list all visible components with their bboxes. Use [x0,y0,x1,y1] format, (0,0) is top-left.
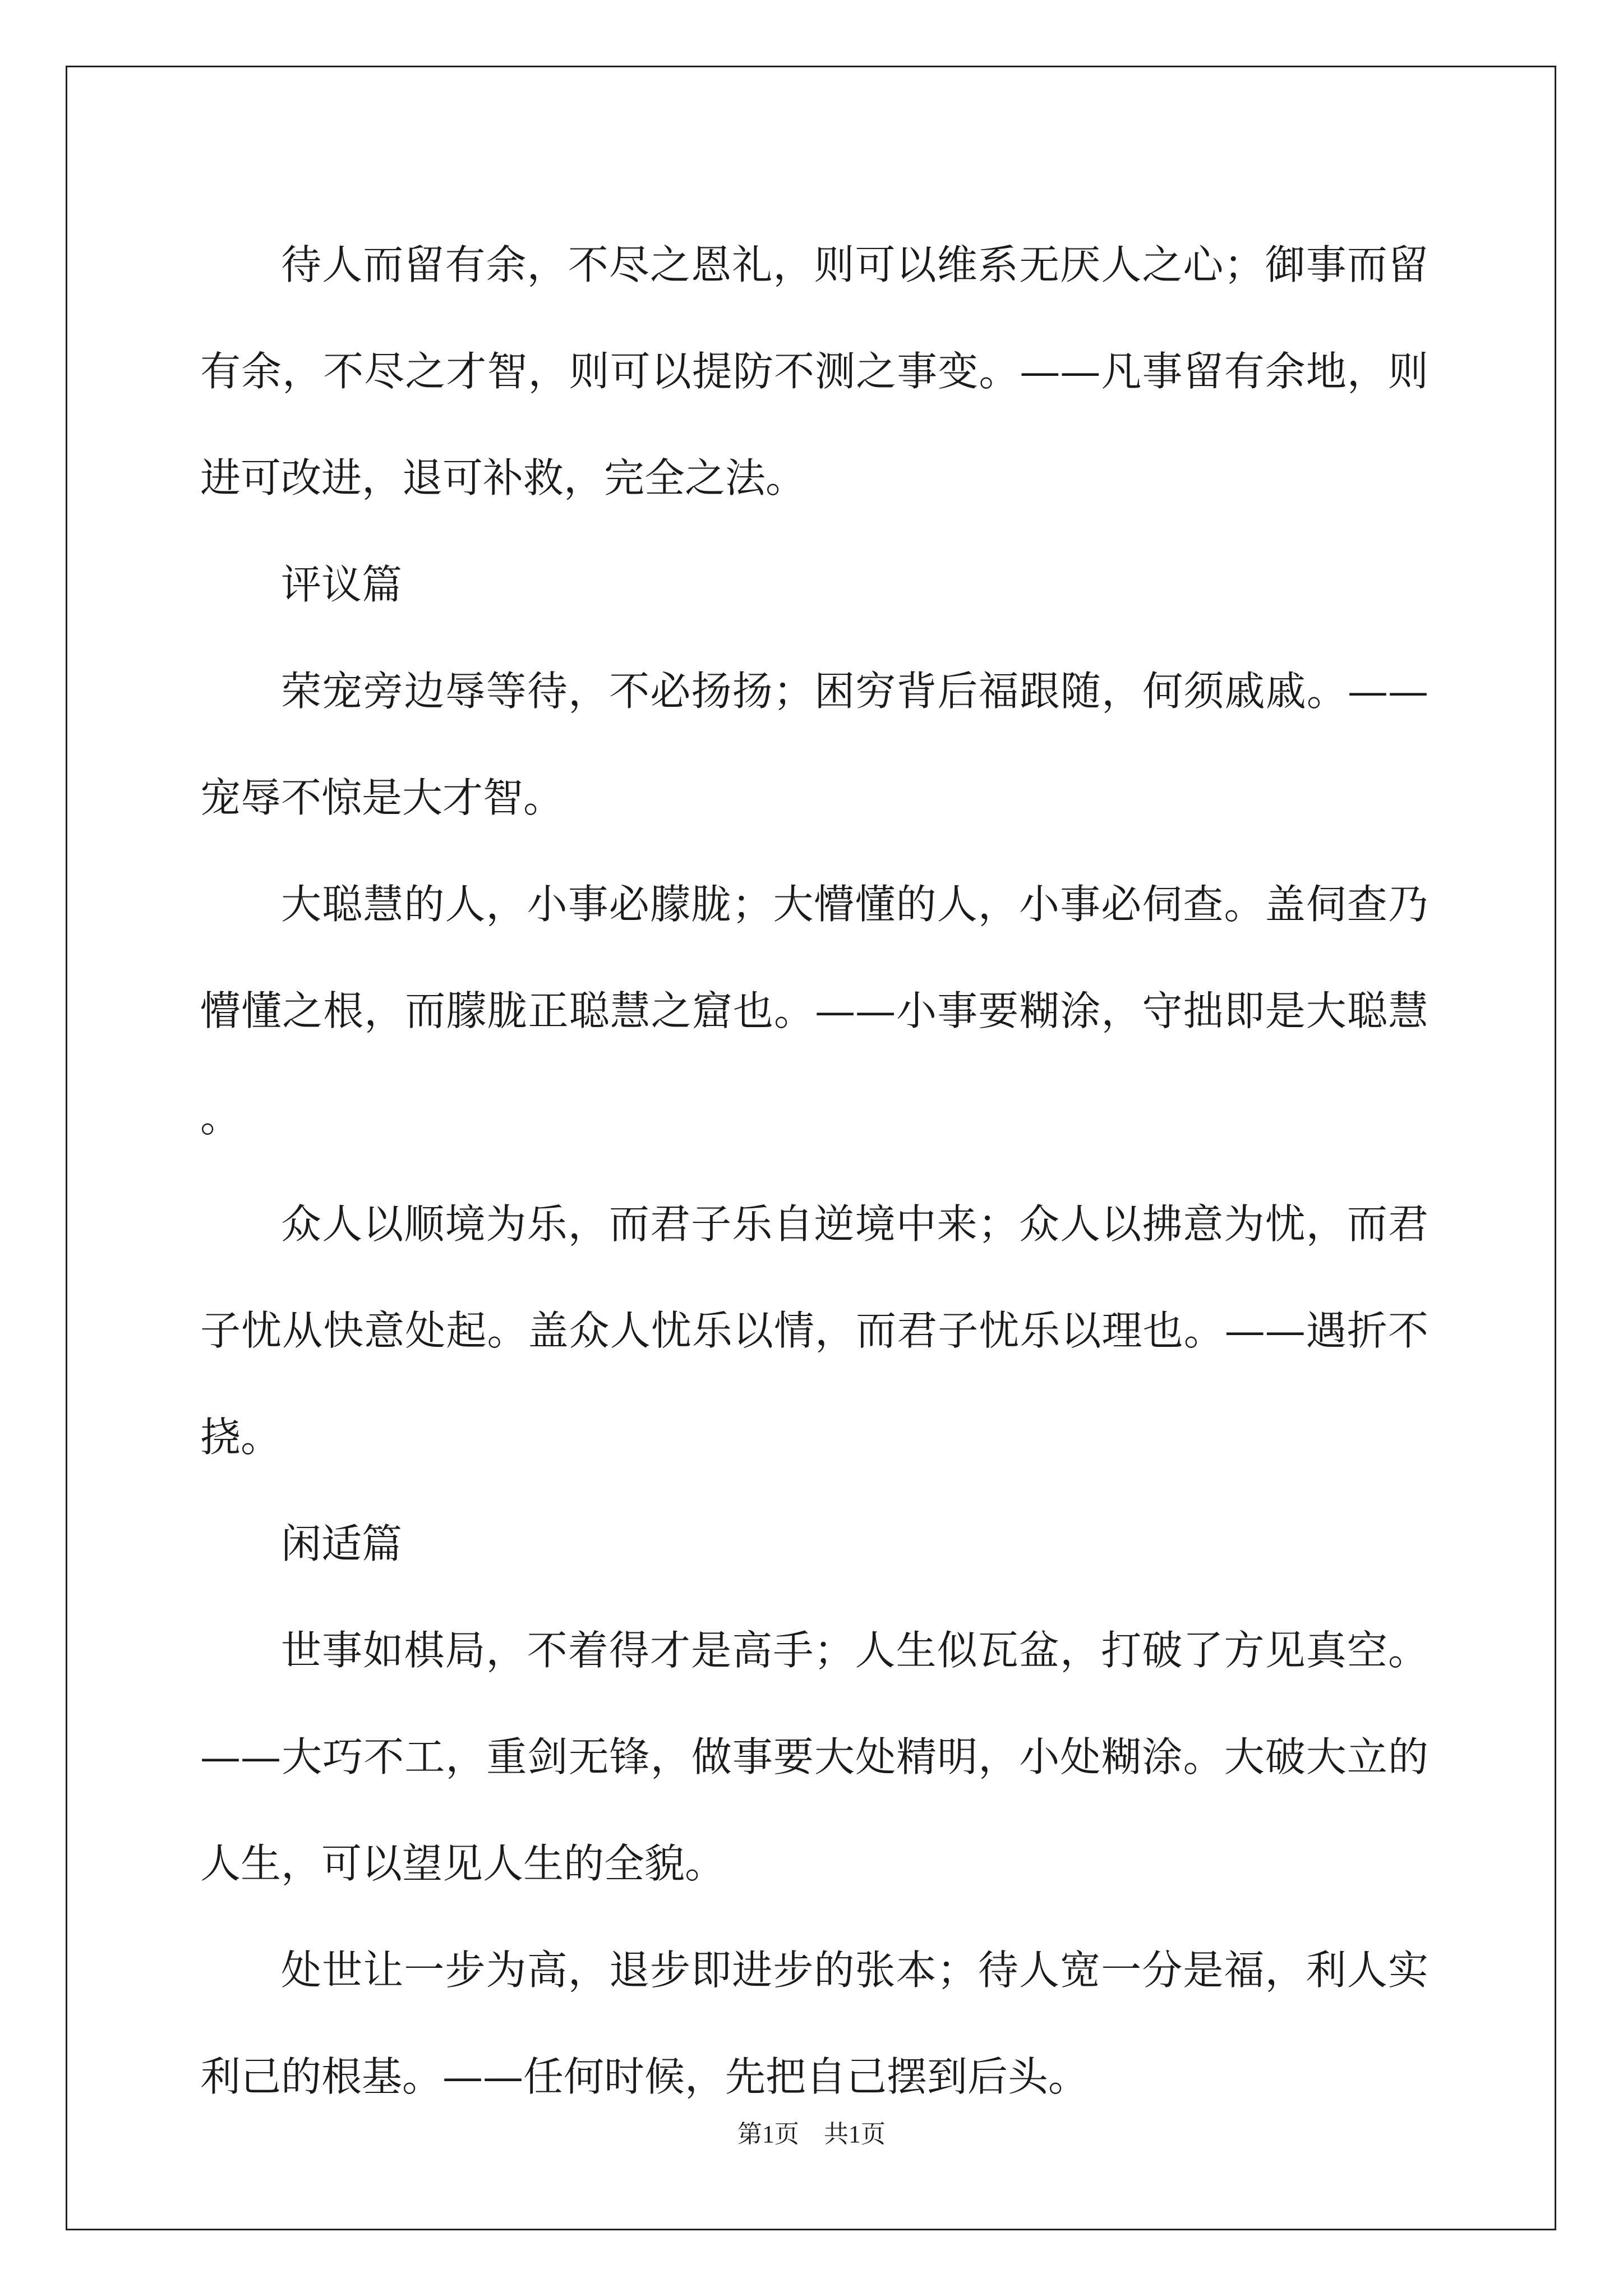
paragraph: 荣宠旁边辱等待，不必扬扬；困穷背后福跟随，何须戚戚。——宠辱不惊是大才智。 [200,668,1428,821]
document-body [200,211,1428,2130]
paragraph: 处世让一步为高，退步即进步的张本；待人宽一分是福，利人实利己的根基。——任何时候，先把自己摆到后头。 [200,1947,1428,2100]
total-pages: 共1页 [824,2120,886,2148]
paragraph: 众人以顺境为乐，而君子乐自逆境中来；众人以拂意为忧，而君子忧从快意处起。盖众人忧乐以情，而君子忧乐以理也。——遇折不挠。 [200,1200,1428,1461]
page-number: 第1页 [737,2120,799,2148]
footer-spacer [799,2120,824,2148]
page-footer [0,2118,1623,2151]
section-heading: 闲适篇 [281,1520,403,1567]
section-heading: 评议篇 [281,561,403,608]
paragraph: 大聪慧的人，小事必朦胧；大懵懂的人，小事必伺查。盖伺查乃懵懂之根，而朦胧正聪慧之窟也。——小事要糊涂，守拙即是大聪慧。 [200,881,1428,1141]
paragraph: 待人而留有余，不尽之恩礼，则可以维系无厌人之心；御事而留有余，不尽之才智，则可以提防不测之事变。——凡事留有余地，则进可改进，退可补救，完全之法。 [200,241,1428,501]
paragraph: 世事如棋局，不着得才是高手；人生似瓦盆，打破了方见真空。——大巧不工，重剑无锋，做事要大处精明，小处糊涂。大破大立的人生，可以望见人生的全貌。 [200,1627,1428,1887]
